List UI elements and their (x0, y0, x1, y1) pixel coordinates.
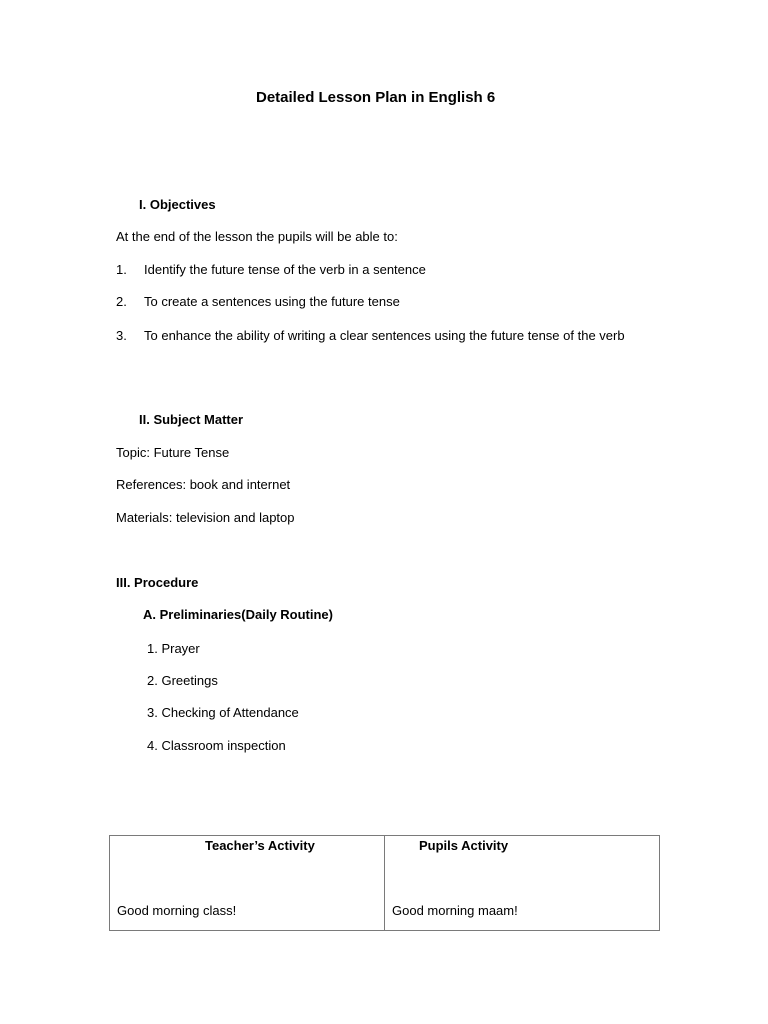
procedure-step: 3. Checking of Attendance (147, 705, 299, 720)
materials-line: Materials: television and laptop (116, 510, 295, 525)
objective-item (116, 294, 400, 309)
procedure-step: 2. Greetings (147, 673, 218, 688)
teacher-activity-text: Good morning class! (117, 903, 237, 918)
procedure-step: 4. Classroom inspection (147, 738, 286, 753)
topic-line: Topic: Future Tense (116, 445, 230, 460)
objectives-intro: At the end of the lesson the pupils will be able to: (116, 229, 398, 244)
table-row (110, 836, 660, 931)
objective-number: 3. (116, 328, 127, 343)
objective-number: 2. (116, 294, 127, 309)
procedure-step: 1. Prayer (147, 641, 200, 656)
objective-text: To create a sentences using the future tense (144, 294, 400, 309)
objective-item (116, 262, 426, 277)
pupils-activity-cell (385, 836, 660, 931)
pupils-activity-text: Good morning maam! (392, 903, 518, 918)
objective-text: To enhance the ability of writing a clear sentences using the future tense of the verb (144, 328, 625, 343)
teacher-activity-header: Teacher’s Activity (205, 838, 315, 853)
objectives-heading: I. Objectives (139, 197, 216, 212)
procedure-heading: III. Procedure (116, 575, 199, 590)
teacher-activity-cell (110, 836, 385, 931)
references-line: References: book and internet (116, 477, 291, 492)
subject-matter-heading: II. Subject Matter (139, 412, 244, 427)
objective-item (116, 326, 651, 346)
pupils-activity-header: Pupils Activity (419, 838, 509, 853)
preliminaries-heading: A. Preliminaries(Daily Routine) (143, 607, 333, 622)
activity-table (109, 835, 660, 931)
objective-text: Identify the future tense of the verb in a sentence (144, 262, 426, 277)
document-title: Detailed Lesson Plan in English 6 (256, 89, 496, 106)
objective-number: 1. (116, 262, 127, 277)
